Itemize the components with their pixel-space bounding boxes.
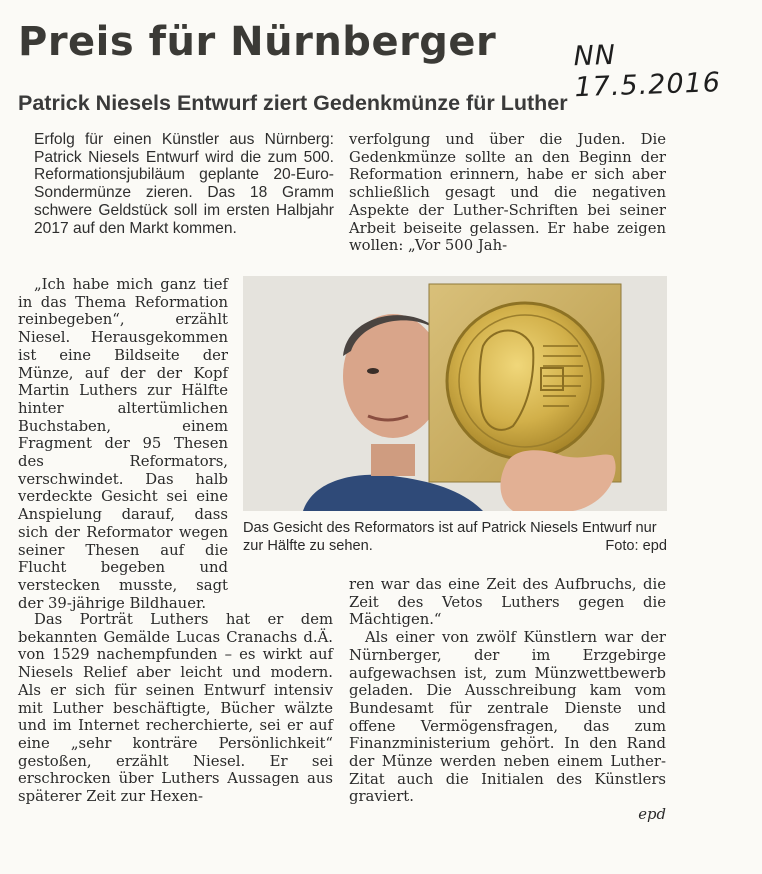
left-column-lower: [18, 611, 333, 806]
photo-caption-block: [243, 519, 667, 555]
right-column-upper: [349, 131, 666, 255]
body-paragraph: „Ich habe mich ganz tief in das Thema Reformation reinbegeben“, erzählt Niesel. Herausgekommen ist eine Bildseite der Münze, auf der der Kopf Martin Luthers zur Hälfte hinter altertümlichen Buchstaben, einem Fragment der 95 Thesen des Reformators, verschwindet. Das halb verdeckte Gesicht sei eine Anspielung darauf, dass sich der Reformator wegen seiner Thesen auf die Flucht begeben und verstecken musste, sagt der 39-jährige Bildhauer.: [18, 276, 228, 612]
headline: Preis für Nürnberger: [18, 19, 497, 65]
article-photo: [243, 276, 667, 511]
photo-credit: Foto: epd: [605, 538, 667, 554]
body-paragraph: ren war das eine Zeit des Aufbruchs, die Zeit des Vetos Luthers gegen die Mächtigen.“: [349, 576, 666, 629]
handwritten-date-note: NN 17.5.2016: [572, 39, 722, 104]
body-paragraph: Als einer von zwölf Künstlern war der Nürnberger, der im Erzgebirge aufgewachsen ist, zum Münzwettbewerb geladen. Die Ausschreibung kam vom Bundesamt für zentrale Dienste und offene Vermögensfragen, das zum Finanzministerium gehört. In den Rand der Münze werden neben einem Luther-Zitat auch die Initialen des Künstlers graviert.: [349, 629, 666, 806]
body-paragraph: verfolgung und über die Juden. Die Gedenkmünze sollte an den Beginn der Reformation erinnern, habe er sich aber schließlich gesagt und die negativen Aspekte der Luther-Schriften bei seiner Arbeit beiseite gelassen. Er habe zeigen wollen: „Vor 500 Jah-: [349, 131, 666, 255]
left-column-upper: [18, 276, 228, 612]
photo-caption: Das Gesicht des Reformators ist auf Patrick Niesels Entwurf nur zur Hälfte zu sehen.: [243, 520, 657, 554]
body-paragraph: Das Porträt Luthers hat er dem bekannten Gemälde Lucas Cranachs d.Ä. von 1529 nachempfunden – es wirkt auf Niesels Relief aber leicht und modern. Als er sich für seinen Entwurf intensiv mit Luther beschäftigte, Bücher wälzte und im Internet recherchierte, sei er auf eine „sehr konträre Persönlichkeit“ gestoßen, erzählt Niesel. Er sei erschrocken über Luthers Aussagen aus späterer Zeit zur Hexen-: [18, 611, 333, 806]
intro-paragraph: Erfolg für einen Künstler aus Nürnberg: Patrick Niesels Entwurf wird die zum 500. Reformationsjubiläum geplante 20-Euro-Sondermünze zieren. Das 18 Gramm schwere Geldstück soll im ersten Halbjahr 2017 auf den Markt kommen.: [34, 131, 334, 237]
right-column-lower: [349, 576, 666, 824]
photo-illustration: [243, 276, 667, 511]
subheadline: Patrick Niesels Entwurf ziert Gedenkmünze für Luther: [18, 91, 568, 115]
agency-signoff: epd: [638, 806, 666, 824]
